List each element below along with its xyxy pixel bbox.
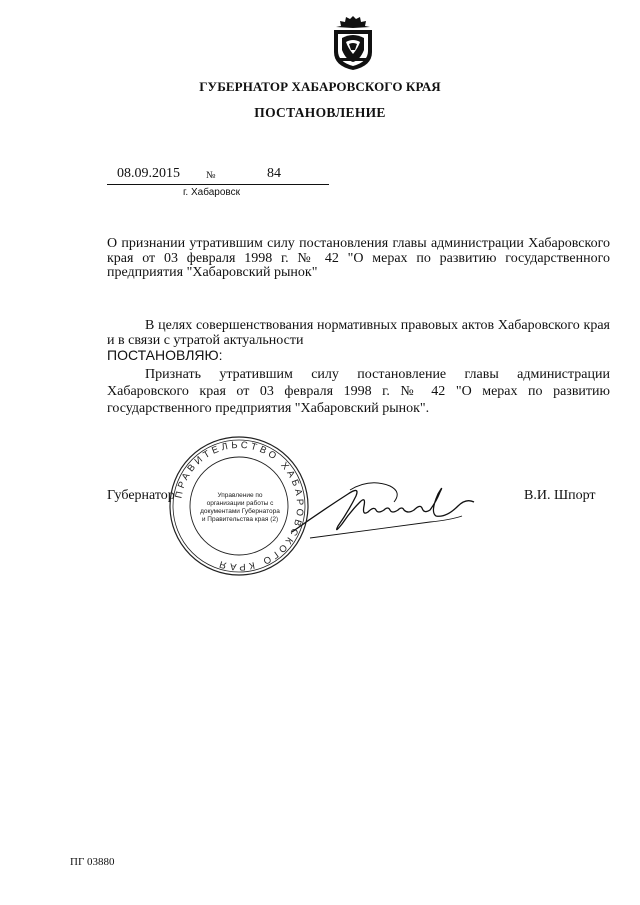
signatory-position: Губернатор — [107, 488, 175, 503]
document-city: г. Хабаровск — [183, 187, 240, 198]
document-type-title: ПОСТАНОВЛЕНИЕ — [254, 105, 386, 120]
clause-paragraph: Признать утратившим силу постановление главы администрации Хабаровского края от 03 февраля 1998 г. № 42 "О мерах по развитию государственного предприятия "Хабаровский рынок". — [107, 367, 610, 416]
svg-text:ПРАВИТЕЛЬСТВО ХАБАРОВСКОГО КРА: ПРАВИТЕЛЬСТВО ХАБАРОВСКОГО КРАЯ — [173, 439, 306, 573]
signatory-name: В.И. Шпорт — [524, 488, 596, 503]
handwritten-signature — [290, 472, 480, 542]
form-code: ПГ 03880 — [70, 856, 115, 868]
preamble-paragraph: В целях совершенствования нормативных правовых актов Хабаровского края и в связи с утратой актуальности — [107, 318, 610, 348]
resolve-heading: ПОСТАНОВЛЯЮ: — [107, 347, 223, 363]
document-number: 84 — [267, 166, 281, 181]
stamp-inner-text: Управление по организации работы с документами Губернатора и Правительства края (2) — [200, 492, 280, 523]
organization-title: ГУБЕРНАТОР ХАБАРОВСКОГО КРАЯ — [199, 79, 441, 94]
number-sign: № — [206, 170, 216, 181]
document-date: 08.09.2015 — [117, 166, 180, 181]
khabarovsk-krai-coat-of-arms-icon — [330, 14, 376, 72]
document-subject: О признании утратившим силу постановления главы администрации Хабаровского края от 03 февраля 1998 г. № 42 "О мерах по развитию государственного предприятия "Хабаровский рынок" — [107, 236, 610, 280]
